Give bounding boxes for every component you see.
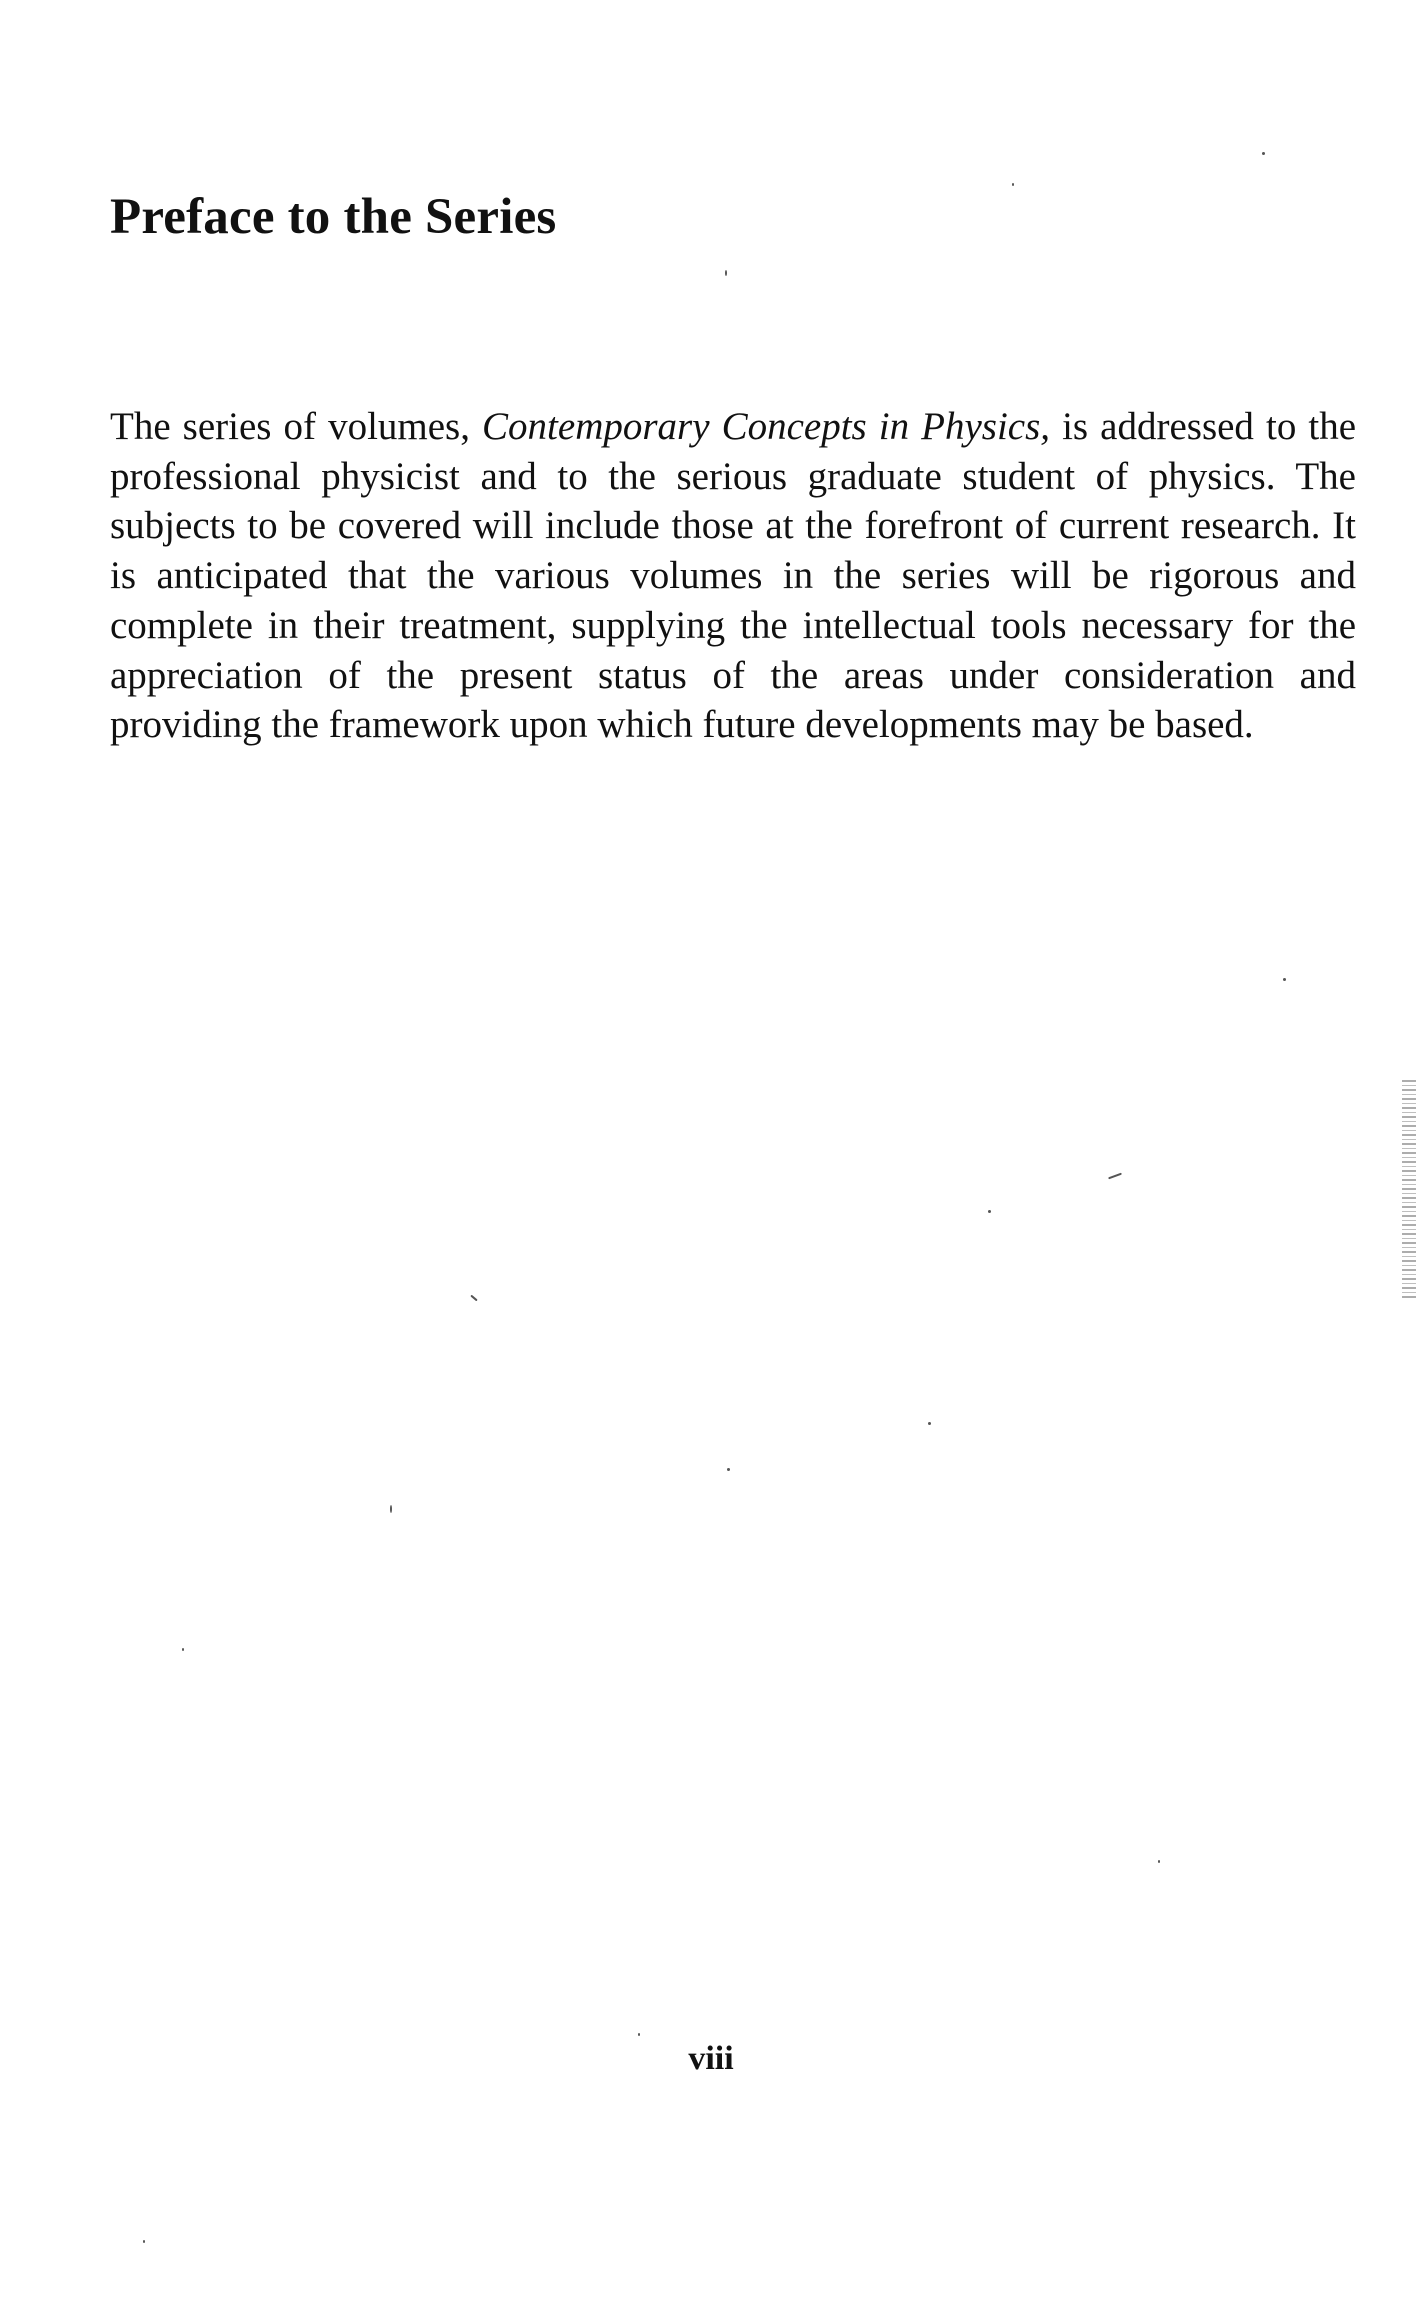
scan-speck [638,2033,640,2036]
scan-speck [1158,1860,1160,1863]
page-number: viii [688,2040,734,2077]
scan-speck [470,1295,477,1302]
scan-speck [727,1468,730,1471]
preface-paragraph [110,402,1356,750]
page-heading: Preface to the Series [110,189,557,245]
scan-speck [143,2240,145,2243]
scan-speck [1283,978,1286,981]
scan-speck [988,1210,991,1213]
paragraph-text-end: is addressed to the professional physicist and to the serious graduate student of physics. The subjects to be covered will include those at the forefront of current research. It is anticipated that the various volumes in the series will be rigorous and complete in their treatment, supplying the intellectual tools necessary for the appreciation of the present status of the areas under consideration and providing the framework upon which future developments may be based. [110,405,1357,747]
series-title: Contemporary Concepts in Physics, [482,405,1051,448]
scan-speck [1012,183,1014,186]
paragraph-text-start: The series of volumes, [110,405,483,448]
scan-speck [725,270,727,276]
scan-speck [182,1648,184,1651]
scan-speck [390,1505,392,1513]
scan-speck [928,1422,931,1425]
scan-edge-noise [1402,1080,1416,1300]
scan-speck [1262,152,1265,155]
scan-speck [1108,1173,1122,1180]
